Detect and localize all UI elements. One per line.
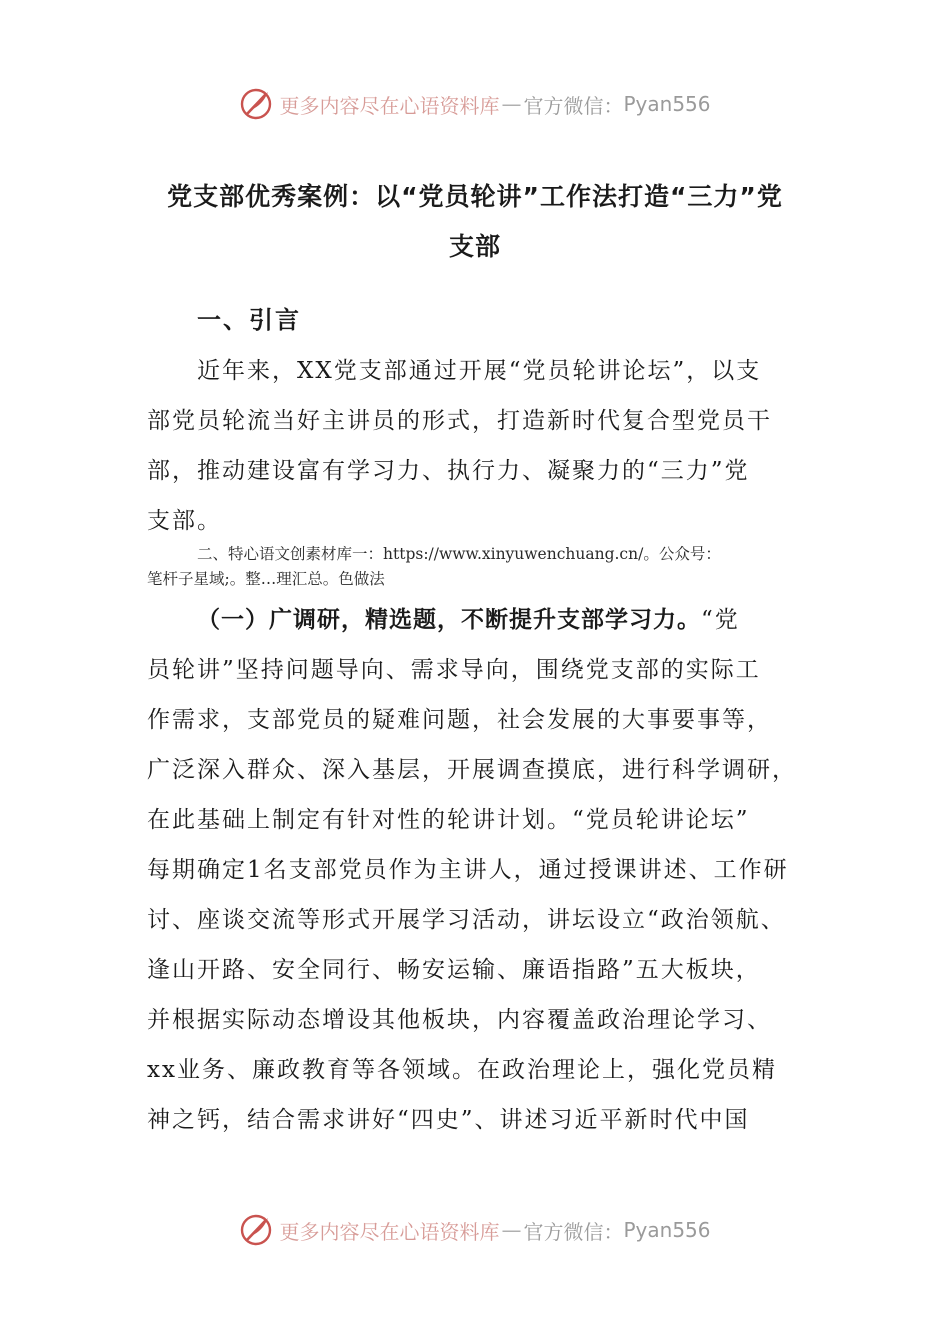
footer-watermark: [0, 1210, 950, 1250]
watermark-separator: —: [501, 1218, 522, 1242]
intro-paragraph: [147, 346, 807, 546]
title-line-2: 支部: [448, 232, 501, 261]
watermark-site-name: 更多内容尽在心语资料库: [279, 1219, 500, 1244]
watermark-site-name: 更多内容尽在心语资料库: [279, 93, 500, 118]
inserted-note-line: 笔杆子星域;。整…理汇总。色做法: [147, 570, 385, 588]
paragraph-line: [147, 595, 807, 645]
subsection-heading: （一）广调研，精选题，不断提升支部学习力。: [197, 607, 701, 633]
watermark-separator: —: [501, 92, 522, 116]
paragraph-line: 作需求，支部党员的疑难问题，社会发展的大事要事等，: [147, 707, 772, 733]
paragraph-line: 部，推动建设富有学习力、执行力、凝聚力的“三力”党: [147, 458, 750, 484]
paragraph-line: 并根据实际动态增设其他板块，内容覆盖政治理论学习、: [147, 1007, 772, 1033]
inserted-note-line: 二、特心语文创素材库一：https://www.xinyuwenchuang.cn/。公众号：: [197, 545, 721, 563]
watermark-wechat-label: 官方微信：: [523, 1219, 624, 1244]
paragraph-line: xx业务、廉政教育等各领域。在政治理论上，强化党员精: [147, 1057, 777, 1083]
inserted-note: [147, 542, 807, 592]
paragraph-line: 广泛深入群众、深入基层，开展调查摸底，进行科学调研，: [147, 757, 797, 783]
study-paragraph: [147, 595, 807, 1145]
paragraph-line: 支部。: [147, 508, 222, 534]
paragraph-line: 部党员轮流当好主讲员的形式，打造新时代复合型党员干: [147, 408, 772, 434]
title-line-1: 党支部优秀案例：以“党员轮讲”工作法打造“三力”党: [167, 182, 783, 211]
paragraph-line: 每期确定1名支部党员作为主讲人，通过授课讲述、工作研: [147, 857, 789, 883]
paragraph-line: 讨、座谈交流等形式开展学习活动，讲坛设立“政治领航、: [147, 907, 786, 933]
paragraph-lead-tail: “党: [701, 607, 740, 633]
document-title: [0, 172, 950, 272]
watermark-wechat-label: 官方微信：: [523, 93, 624, 118]
paragraph-line: 近年来，XX党支部通过开展“党员轮讲论坛”，以支: [197, 358, 762, 384]
watermark-wechat-id: Pyan556: [623, 1218, 711, 1242]
paragraph-line: 员轮讲”坚持问题导向、需求导向，围绕党支部的实际工: [147, 657, 761, 683]
paragraph-line: 在此基础上制定有针对性的轮讲计划。“党员轮讲论坛”: [147, 807, 750, 833]
paragraph-line: 神之钙，结合需求讲好“四史”、讲述习近平新时代中国: [147, 1107, 750, 1133]
quill-logo-icon: [239, 1213, 273, 1247]
watermark-wechat-id: Pyan556: [623, 92, 711, 116]
header-watermark: [0, 84, 950, 124]
quill-logo-icon: [239, 87, 273, 121]
paragraph-line: 逢山开路、安全同行、畅安运输、廉语指路”五大板块，: [147, 957, 761, 983]
section-heading-intro: 一、引言: [197, 306, 301, 334]
